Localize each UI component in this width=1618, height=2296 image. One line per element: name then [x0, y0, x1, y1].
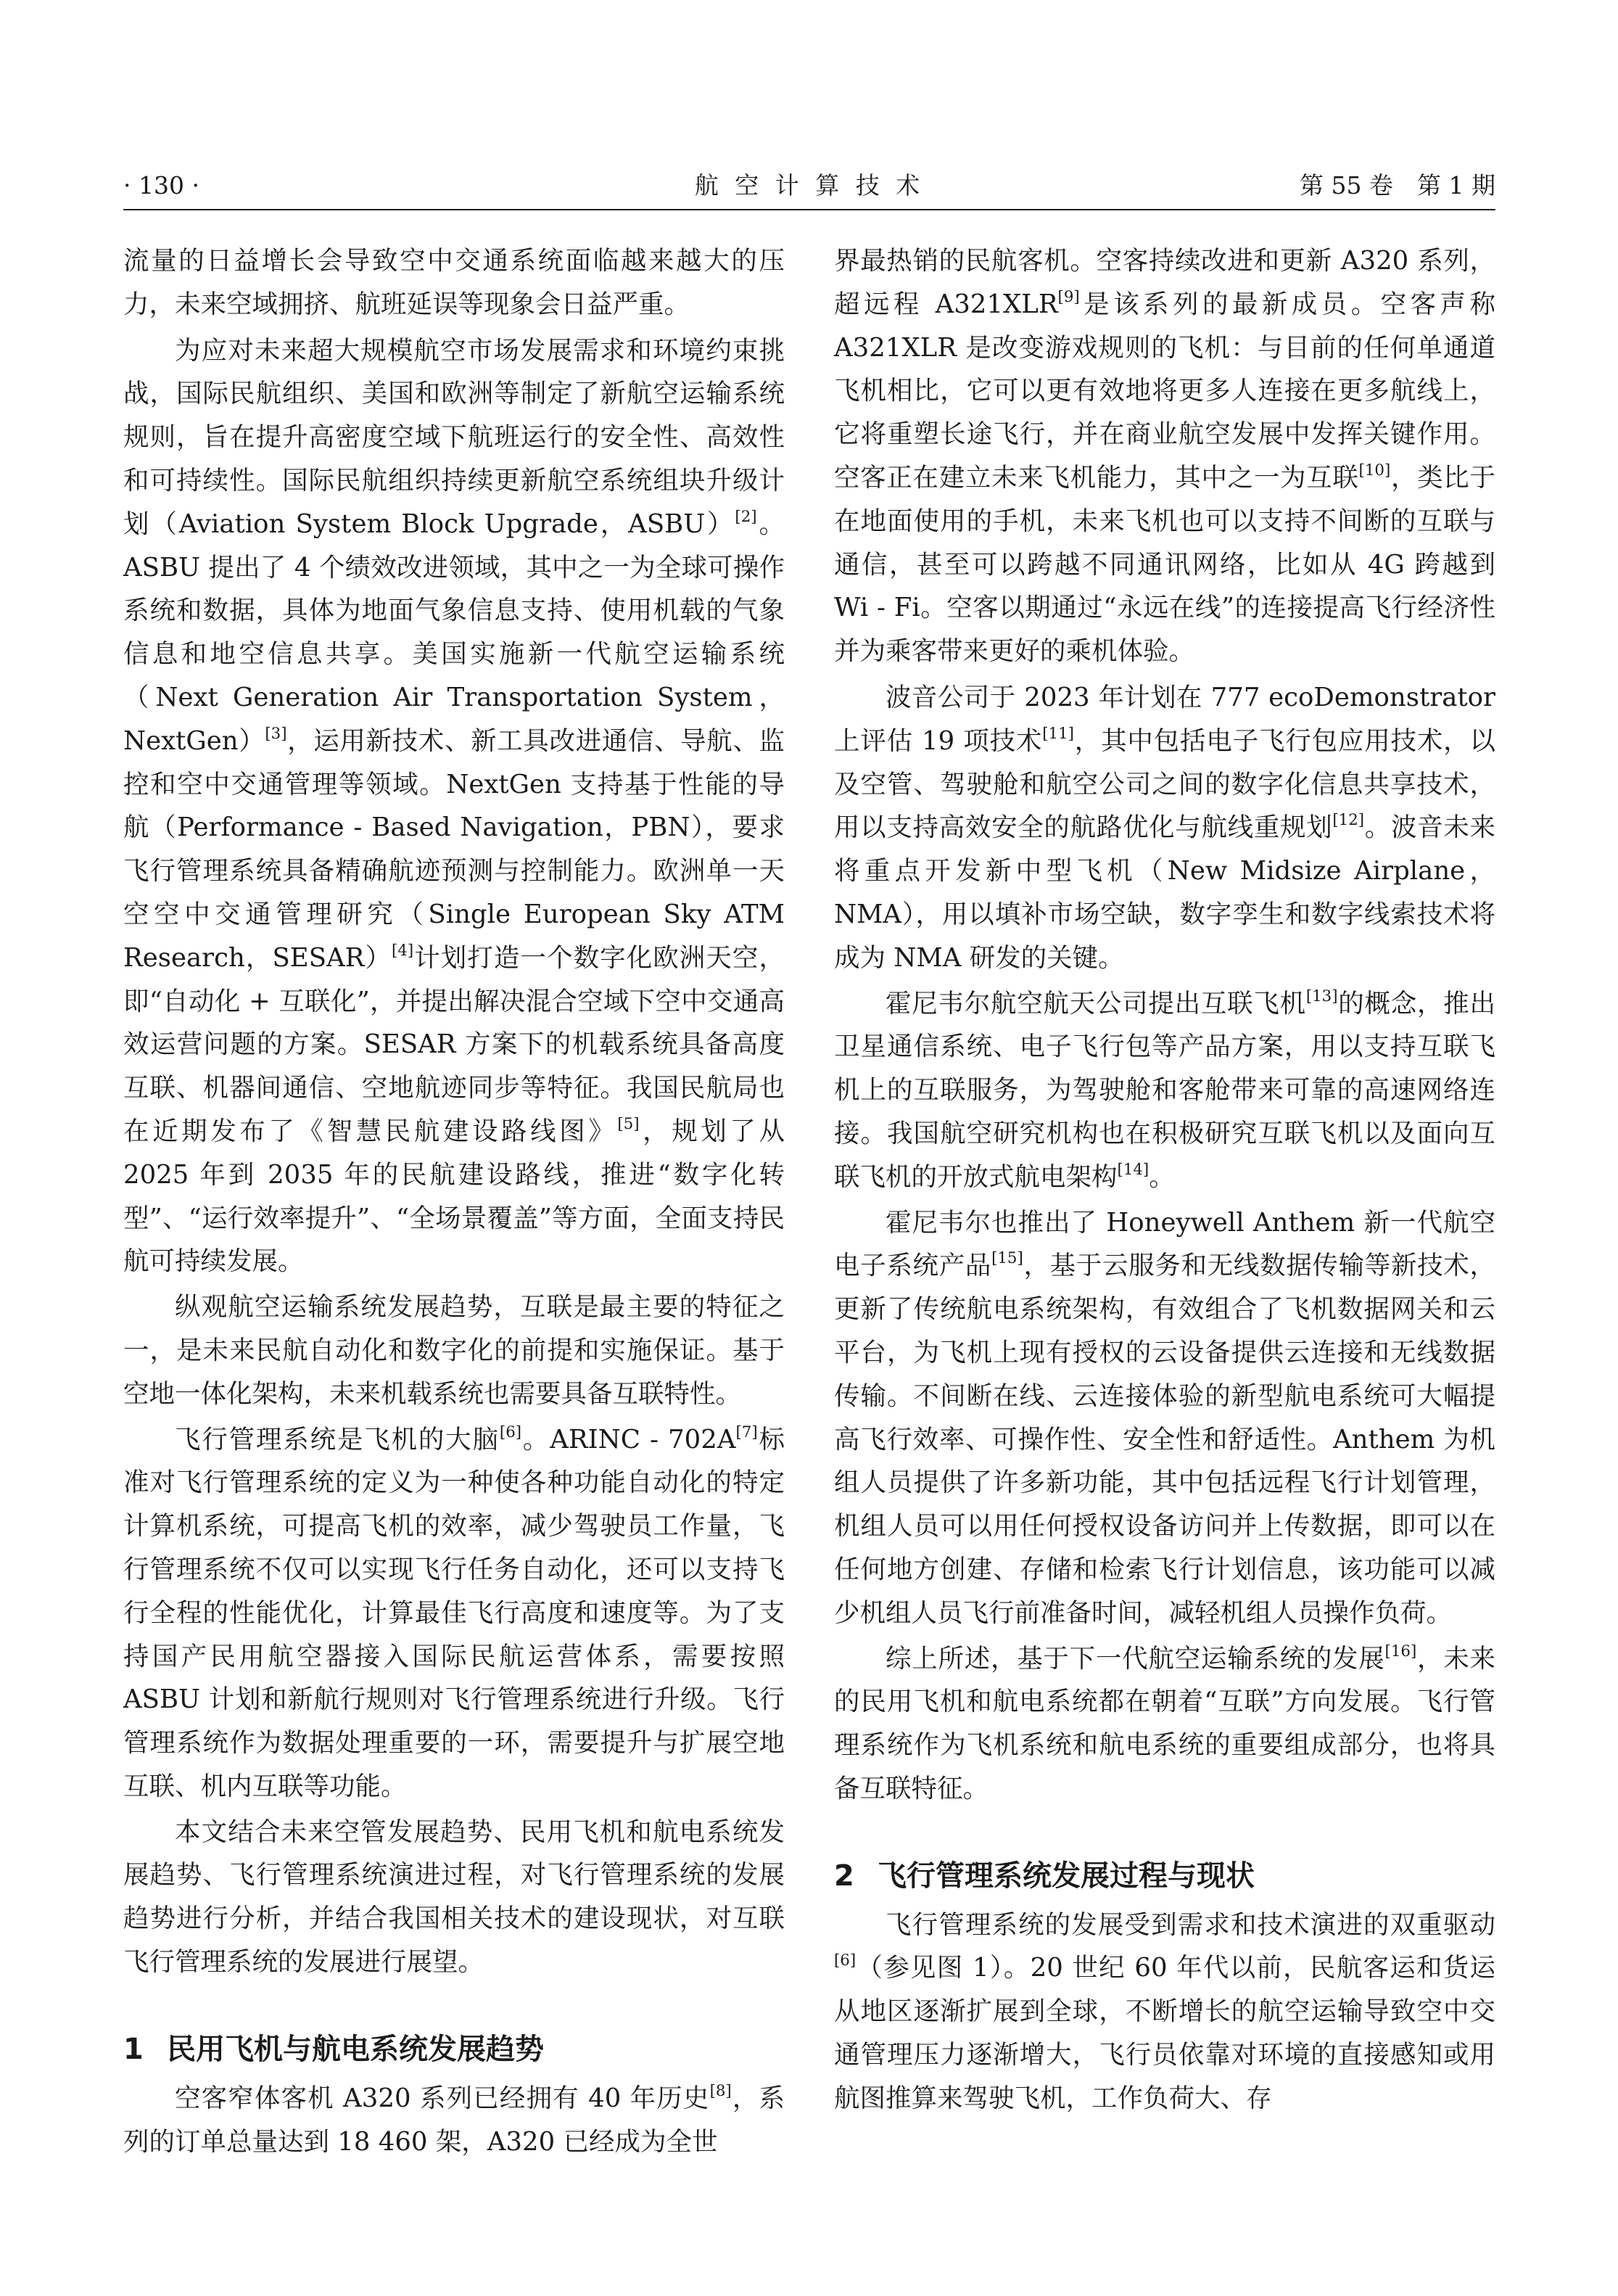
- paragraph: 波音公司于 2023 年计划在 777 ecoDemonstrator 上评估 19 项技术[11]，其中包括电子飞行包应用技术，以及空管、驾驶舱和航空公司之间的数字化信息共享技术，用以支持高效安全的航路优化与航线重规划[12]。波音未来将重点开发新中型飞机（New Midsize Airplane，NMA），用以填补市场空缺，数字孪生和数字线索技术将成为 NMA 研发的关键。: [834, 682, 1495, 973]
- paragraph: 界最热销的民航客机。空客持续改进和更新 A320 系列，超远程 A321XLR[9]是该系列的最新成员。空客声称 A321XLR 是改变游戏规则的飞机：与目前的任何单通道飞机相比，它可以更有效地将更多人连接在更多航线上，它将重塑长途飞行，并在商业航空发展中发挥关键作用。空客正在建立未来飞机能力，其中之一为互联[10]，类比于在地面使用的手机，未来飞机也可以支持不间断的互联与通信，甚至可以跨越不同通讯网络，比如从 4G 跨越到 Wi - Fi。空客以期通过“永远在线”的连接提高飞行经济性并为乘客带来更好的乘机体验。: [834, 246, 1495, 667]
- citation: [6]: [834, 1951, 857, 1970]
- citation: [2]: [735, 507, 757, 526]
- section-title: 飞行管理系统发展过程与现状: [878, 1859, 1255, 1893]
- citation: [7]: [735, 1423, 758, 1441]
- citation: [6]: [499, 1423, 522, 1441]
- header-rule: [123, 209, 1495, 210]
- citation: [9]: [1057, 287, 1080, 306]
- volume-issue: 第 55 卷 第 1 期: [1300, 171, 1495, 199]
- paragraph: 飞行管理系统的发展受到需求和技术演进的双重驱动[6]（参见图 1）。20 世纪 60 年代以前，民航客运和货运从地区逐渐扩展到全球，不断增长的航空运输导致空中交通管理压力逐渐增大，飞行员依靠对环境的直接感知或用航图推算来驾驶飞机，工作负荷大、存: [834, 1909, 1495, 2113]
- section-heading: [123, 2029, 785, 2070]
- section-number: 1: [123, 2032, 144, 2066]
- paragraph: 综上所述，基于下一代航空运输系统的发展[16]，未来的民用飞机和航电系统都在朝着“互联”方向发展。飞行管理系统作为飞机系统和航电系统的重要组成部分，也将具备互联特征。: [834, 1642, 1495, 1803]
- citation: [3]: [265, 724, 287, 743]
- paragraph: 流量的日益增长会导致空中交通系统面临越来越大的压力，未来空域拥挤、航班延误等现象会日益严重。: [123, 246, 785, 319]
- citation: [16]: [1384, 1642, 1417, 1661]
- right-column: [834, 239, 1495, 2120]
- citation: [15]: [991, 1249, 1023, 1268]
- section-heading: [834, 1856, 1495, 1896]
- paragraph: 霍尼韦尔也推出了 Honeywell Anthem 新一代航空电子系统产品[15]，基于云服务和无线数据传输等新技术，更新了传统航电系统架构，有效组合了飞机数据网关和云平台，为飞机上现有授权的云设备提供云连接和无线数据传输。不间断在线、云连接体验的新型航电系统可大幅提高飞行效率、可操作性、安全性和舒适性。Anthem 为机组人员提供了许多新功能，其中包括远程飞行计划管理，机组人员可以用任何授权设备访问并上传数据，即可以在任何地方创建、存储和检索飞行计划信息，该功能可以减少机组人员飞行前准备时间，减轻机组人员操作负荷。: [834, 1207, 1495, 1628]
- section-title: 民用飞机与航电系统发展趋势: [167, 2032, 544, 2066]
- citation: [13]: [1305, 987, 1338, 1005]
- left-column: [123, 239, 785, 2163]
- paragraph: 本文结合未来空管发展趋势、民用飞机和航电系统发展趋势、飞行管理系统演进过程，对飞行管理系统的发展趋势进行分析，并结合我国相关技术的建设现状，对互联飞行管理系统的发展进行展望。: [123, 1816, 785, 1978]
- paragraph: 空客窄体客机 A320 系列已经拥有 40 年历史[8]，系列的订单总量达到 18 460 架，A320 已经成为全世: [123, 2081, 785, 2157]
- running-header: [123, 171, 1495, 215]
- paragraph: 霍尼韦尔航空航天公司提出互联飞机[13]的概念，推出卫星通信系统、电子飞行包等产品方案，用以支持互联飞机上的互联服务，为驾驶舱和客舱带来可靠的高速网络连接。我国航空研究机构也在积极研究互联飞机以及面向互联飞机的开放式航电架构[14]。: [834, 987, 1495, 1192]
- paragraph: 纵观航空运输系统发展趋势，互联是最主要的特征之一，是未来民航自动化和数字化的前提和实施保证。基于空地一体化架构，未来机载系统也需要具备互联特性。: [123, 1292, 785, 1409]
- citation: [12]: [1332, 811, 1365, 830]
- citation: [10]: [1358, 461, 1391, 480]
- paragraph: 飞行管理系统是飞机的大脑[6]。ARINC - 702A[7]标准对飞行管理系统的定义为一种使各种功能自动化的特定计算机系统，可提高飞机的效率，减少驾驶员工作量，飞行管理系统不仅可以实现飞行任务自动化，还可以支持飞行全程的性能优化，计算最佳飞行高度和速度等。为了支持国产民用航空器接入国际民航运营体系，需要按照 ASBU 计划和新航行规则对飞行管理系统进行升级。飞行管理系统作为数据处理重要的一环，需要提升与扩展空地互联、机内互联等功能。: [123, 1423, 785, 1801]
- citation: [5]: [617, 1115, 640, 1134]
- paragraph: 为应对未来超大规模航空市场发展需求和环境约束挑战，国际民航组织、美国和欧洲等制定了新航空运输系统规则，旨在提升高密度空域下航班运行的安全性、高效性和可持续性。国际民航组织持续更新航空系统组块升级计划（Aviation System Block Upgrade，ASBU）[2]。ASBU 提出了 4 个绩效改进领域，其中之一为全球可操作系统和数据，具体为地面气象信息支持、使用机载的气象信息和地空信息共享。美国实施新一代航空运输系统（Next Generation Air Transportation System，NextGen）[3]，运用新技术、新工具改进通信、导航、监控和空中交通管理等领域。NextGen 支持基于性能的导航（Performance - Based Navigation，PBN），要求飞行管理系统具备精确航迹预测与控制能力。欧洲单一天空空中交通管理研究（Single European Sky ATM Research，SESAR）[4]计划打造一个数字化欧洲天空，即“自动化 + 互联化”，并提出解决混合空域下空中交通高效运营问题的方案。SESAR 方案下的机载系统具备高度互联、机器间通信、空地航迹同步等特征。我国民航局也在近期发布了《智慧民航建设路线图》[5]，规划了从 2025 年到 2035 年的民航建设路线，推进“数字化转型”、“运行效率提升”、“全场景覆盖”等方面，全面支持民航可持续发展。: [123, 335, 785, 1277]
- citation: [11]: [1042, 724, 1074, 743]
- journal-title: 航 空 计 算 技 术: [694, 171, 925, 199]
- citation: [14]: [1117, 1160, 1149, 1179]
- citation: [8]: [709, 2081, 732, 2100]
- page-number: · 130 ·: [123, 171, 199, 199]
- section-number: 2: [834, 1859, 854, 1893]
- citation: [4]: [392, 941, 414, 960]
